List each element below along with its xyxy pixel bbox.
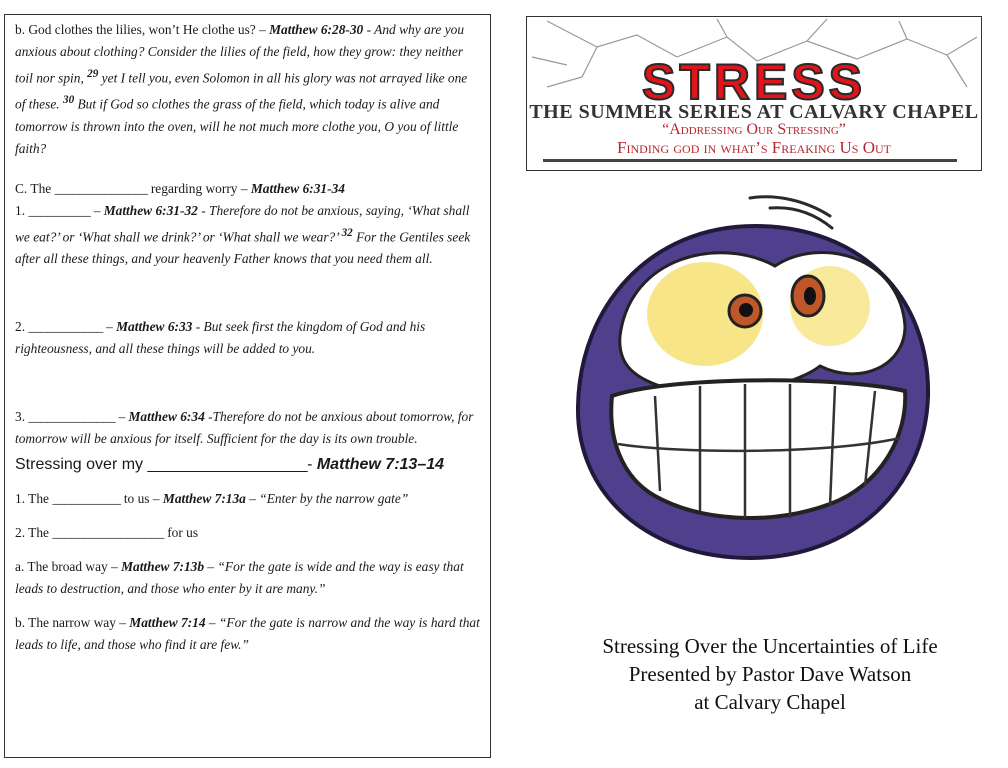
point-a-broad-way bbox=[15, 556, 480, 600]
point-label: a. The broad way – bbox=[15, 559, 122, 575]
sermon-credit bbox=[560, 632, 980, 716]
section-heading bbox=[15, 454, 480, 476]
point-1-worry bbox=[15, 200, 480, 270]
scripture-ref: Matthew 7:13–14 bbox=[316, 456, 445, 474]
scripture-ref: Matthew 7:14 bbox=[129, 615, 206, 631]
series-tagline: “Addressing Our Stressing” bbox=[662, 121, 846, 138]
point-2-kingdom bbox=[15, 316, 480, 360]
venue-line: at Calvary Chapel bbox=[694, 690, 846, 714]
separator: – bbox=[102, 319, 117, 335]
scripture-text: – “Enter by the narrow gate” bbox=[245, 491, 409, 507]
separator: – bbox=[115, 409, 129, 425]
verse-number: 30 bbox=[62, 94, 75, 107]
sermon-title: Stressing Over the Uncertainties of Life bbox=[602, 634, 938, 658]
scripture-text: yet I tell you, even Solomon in all his glory was not arrayed like one of these. bbox=[15, 70, 468, 112]
scripture-text: – “For the gate is wide and the way is easy that leads to destruction, and those who enter by it are many.” bbox=[15, 559, 464, 597]
right-pupil-center bbox=[804, 287, 816, 305]
scripture-text: - But seek first the kingdom of God and his righteousness, and all these things will be added to you. bbox=[15, 319, 426, 357]
list-number: 3. bbox=[15, 409, 29, 425]
scripture-ref: Matthew 6:31-34 bbox=[250, 180, 345, 196]
scripture-text: For the Gentiles seek after all these things, and your heavenly Father knows that you need them all. bbox=[15, 229, 471, 267]
scripture-ref: Matthew 6:33 bbox=[116, 319, 193, 335]
separator: - bbox=[307, 456, 317, 474]
point-2-way bbox=[15, 522, 480, 544]
list-number: 2. bbox=[15, 319, 29, 335]
separator: – bbox=[90, 202, 104, 218]
presenter-line: Presented by Pastor Dave Watson bbox=[628, 662, 912, 686]
list-number: 1. bbox=[15, 202, 29, 218]
point-c-label: regarding worry – bbox=[147, 180, 251, 196]
verse-number: 32 bbox=[341, 226, 353, 239]
point-label: for us bbox=[163, 525, 199, 541]
scripture-ref: Matthew 6:31-32 bbox=[103, 202, 198, 218]
stress-title: STRESS bbox=[641, 54, 867, 110]
banner-divider bbox=[543, 159, 957, 162]
point-label: to us – bbox=[120, 491, 163, 507]
fill-in-blank: ___________ bbox=[52, 491, 121, 507]
series-title: THE SUMMER SERIES AT CALVARY CHAPEL bbox=[529, 101, 979, 123]
fill-in-blank: ____________ bbox=[28, 319, 103, 335]
series-banner bbox=[526, 16, 982, 171]
list-number: 2. The bbox=[15, 525, 53, 541]
scripture-ref: Matthew 7:13a bbox=[162, 491, 246, 507]
point-label: b. The narrow way – bbox=[15, 615, 130, 631]
fill-in-blank: ______________ bbox=[28, 409, 116, 425]
scripture-text: -Therefore do not be anxious about tomorrow, for tomorrow will be anxious for itself. Sufficient for the day is its own trouble. bbox=[15, 409, 474, 447]
fill-in-blank: ___________________ bbox=[147, 456, 308, 474]
point-3-tomorrow bbox=[15, 406, 480, 450]
scripture-text: - Therefore do not be anxious, saying, ‘What shall we eat?’ or ‘What shall we drink?’ or ‘What shall we wear?’ bbox=[15, 202, 470, 245]
fill-in-blank: __________ bbox=[28, 202, 91, 218]
stressed-face-illustration bbox=[560, 186, 950, 566]
verse-number: 29 bbox=[87, 68, 99, 80]
point-b-narrow-way bbox=[15, 612, 480, 656]
series-subtitle: Finding god in what’s Freaking Us Out bbox=[617, 138, 891, 157]
heading-label: Stressing over my bbox=[15, 456, 148, 474]
scripture-text: – “For the gate is narrow and the way is hard that leads to life, and those who find it are few.” bbox=[15, 615, 480, 653]
list-number: 1. The bbox=[15, 491, 53, 507]
point-b-label: b. God clothes the lilies, won’t He clothe us? – bbox=[15, 22, 270, 37]
point-b-lilies bbox=[15, 19, 480, 160]
fill-in-blank: _______________ bbox=[54, 180, 148, 196]
scripture-ref: Matthew 6:34 bbox=[128, 409, 205, 425]
sermon-notes-panel bbox=[4, 14, 491, 758]
scripture-ref: Matthew 7:13b bbox=[121, 559, 205, 575]
scripture-ref: Matthew 6:28-30 bbox=[269, 22, 364, 37]
scripture-text: But if God so clothes the grass of the field, which today is alive and tomorrow is thrown into the oven, will he not much more clothe you, O you of little faith? bbox=[15, 96, 459, 156]
scripture-text: - And why are you anxious about clothing? Consider the lilies of the field, how they grow: they neither toil nor spin, bbox=[15, 22, 465, 86]
point-1-gate bbox=[15, 488, 480, 510]
point-c-heading bbox=[15, 178, 480, 200]
left-pupil-center bbox=[739, 303, 753, 317]
fill-in-blank: __________________ bbox=[52, 525, 164, 541]
point-c-label: C. The bbox=[15, 180, 55, 196]
